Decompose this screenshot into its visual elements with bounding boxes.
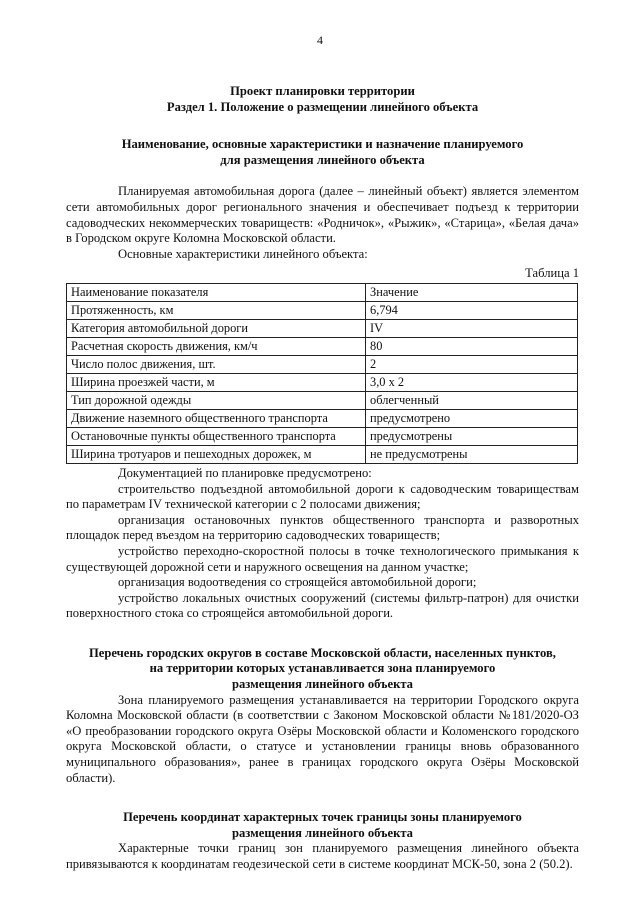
heading-line: размещения линейного объекта	[232, 825, 413, 840]
planned-item: строительство подъездной автомобильной дороги к садоводческим товариществам по параметрам IV технической категории с 2 полосами движения;	[66, 481, 579, 512]
table-row	[67, 373, 578, 391]
table-header-row	[67, 283, 578, 301]
table-row	[67, 301, 578, 319]
heading-line: размещения линейного объекта	[232, 677, 413, 692]
table-cell-value: предусмотрены	[366, 427, 578, 445]
table-header-cell: Значение	[366, 283, 578, 301]
planned-item: устройство переходно-скоростной полосы в точке технологического примыкания к существующей дорожной сети и наружного освещения на данном участке;	[66, 543, 579, 574]
heading-line: Перечень городских округов в составе Московской области, населенных пунктов,	[89, 645, 556, 660]
table-cell-name: Протяженность, км	[67, 301, 366, 319]
planned-item: организация остановочных пунктов общественного транспорта и разворотных площадок перед въездом на территорию садоводческих товариществ;	[66, 512, 579, 543]
table-cell-value: 6,794	[366, 301, 578, 319]
table-row	[67, 391, 578, 409]
heading-line: Перечень координат характерных точек границы зоны планируемого	[123, 810, 522, 825]
table-cell-name: Остановочные пункты общественного транспорта	[67, 427, 366, 445]
table-row	[67, 445, 578, 463]
characteristics-table	[66, 283, 578, 464]
table-cell-name: Тип дорожной одежды	[67, 391, 366, 409]
heading-line: Наименование, основные характеристики и назначение планируемого	[121, 137, 524, 152]
planned-intro: Документацией по планировке предусмотрено:	[118, 465, 372, 480]
document-body	[66, 84, 579, 873]
section-title: Раздел 1. Положение о размещении линейного объекта	[166, 99, 479, 114]
table-cell-value: предусмотрено	[366, 409, 578, 427]
table-header-cell: Наименование показателя	[67, 283, 366, 301]
coords-heading	[66, 810, 579, 841]
planned-item: устройство локальных очистных сооружений (системы фильтр-патрон) для очистки поверхностного стока со строящейся автомобильной дороги.	[66, 590, 579, 621]
main-characteristics-label: Основные характеристики линейного объекта:	[118, 246, 368, 261]
table-caption: Таблица 1	[525, 266, 579, 281]
table-row	[67, 337, 578, 355]
project-title: Проект планировки территории	[230, 84, 415, 98]
intro-paragraph: Планируемая автомобильная дорога (далее – линейный объект) является элементом сети автомобильных дорог регионального значения и обеспечивает подъезд к территории садоводческих некоммерческих товариществ: «Родничок», «Рыжик», «Старица», «Белая дача» в Городском округе Коломна Московской области.	[66, 184, 579, 246]
table-cell-value: облегченный	[366, 391, 578, 409]
table-row	[67, 409, 578, 427]
table-cell-value: не предусмотрены	[366, 445, 578, 463]
heading-line: для размещения линейного объекта	[220, 152, 425, 167]
table-row	[67, 355, 578, 373]
coords-paragraph: Характерные точки границ зон планируемого размещения линейного объекта привязываются к координатам геодезической сети в системе координат МСК-50, зона 2 (50.2).	[66, 841, 579, 871]
table-cell-value: IV	[366, 319, 578, 337]
districts-paragraph: Зона планируемого размещения устанавливается на территории Городского округа Коломна Московской области (в соответствии с Законом Московской области №181/2020-ОЗ «О преобразовании городского округа Озёры Московской области и Коломенского городского округа Московской области, о статусе и установлении границы вновь образованного муниципального образования», ранее в границах городского округа Озёры Московской области).	[66, 692, 579, 785]
planned-item: организация водоотведения со строящейся автомобильной дороги;	[118, 575, 477, 590]
table-cell-name: Ширина проезжей части, м	[67, 373, 366, 391]
table-row	[67, 427, 578, 445]
page-number: 4	[317, 33, 323, 47]
table-cell-value: 3,0 х 2	[366, 373, 578, 391]
table-cell-name: Движение наземного общественного транспорта	[67, 409, 366, 427]
table-row	[67, 319, 578, 337]
table-cell-name: Ширина тротуаров и пешеходных дорожек, м	[67, 445, 366, 463]
table-cell-name: Категория автомобильной дороги	[67, 319, 366, 337]
heading-line: на территории которых устанавливается зона планируемого	[149, 661, 496, 676]
districts-heading	[66, 646, 579, 693]
table-cell-value: 80	[366, 337, 578, 355]
characteristics-heading	[66, 137, 579, 168]
table-cell-value: 2	[366, 355, 578, 373]
table-cell-name: Расчетная скорость движения, км/ч	[67, 337, 366, 355]
table-cell-name: Число полос движения, шт.	[67, 355, 366, 373]
